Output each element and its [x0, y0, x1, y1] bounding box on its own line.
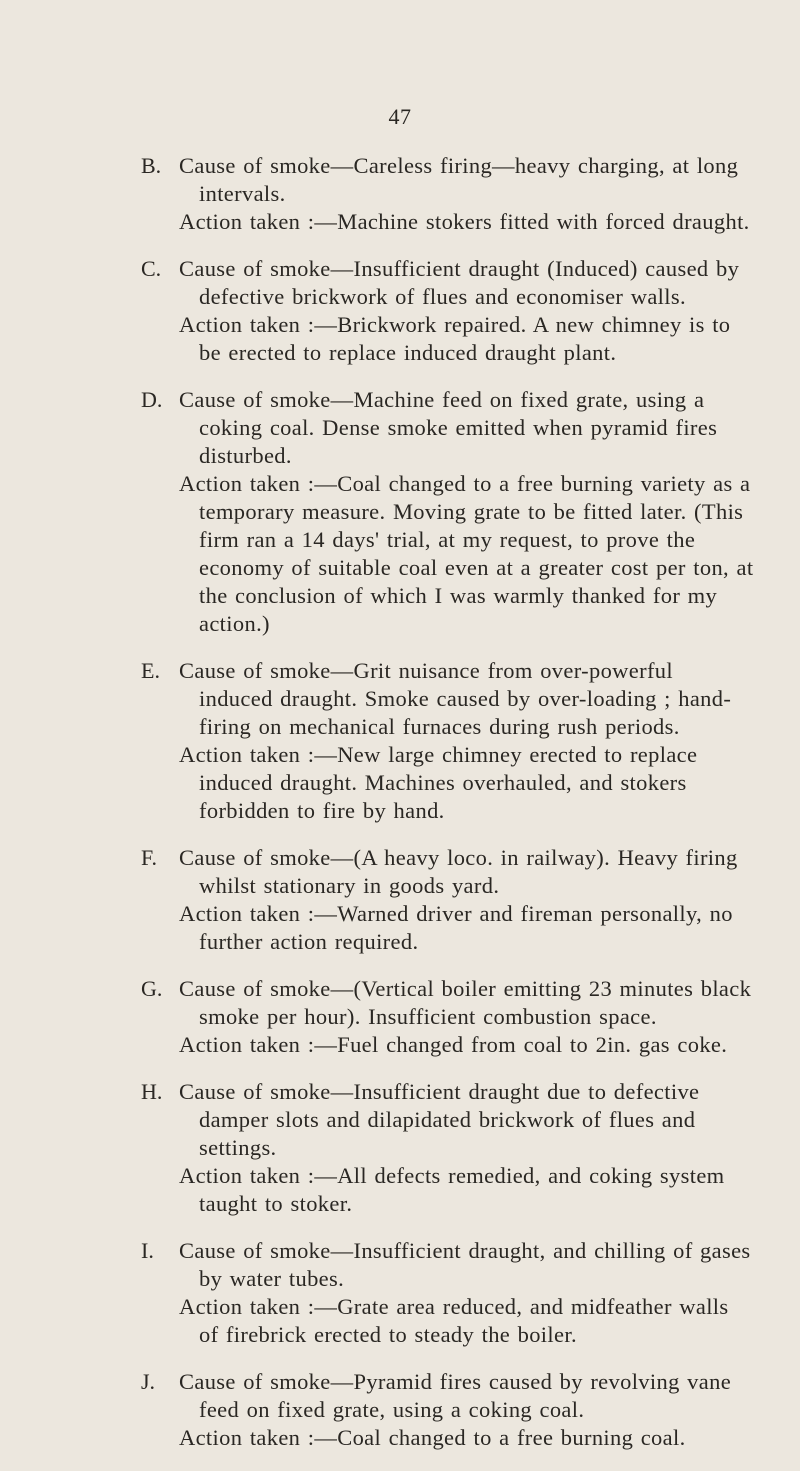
entry-c	[0, 255, 800, 367]
entry-j	[0, 1368, 800, 1452]
page-number: 47	[388, 104, 412, 129]
entry-e	[0, 657, 800, 825]
entry-action: Action taken :—New large chimney erected to replace induced draught. Machines overhauled, and stokers forbidden to fire by hand.	[179, 742, 698, 823]
entry-action: Action taken :—Grate area reduced, and midfeather walls of firebrick erected to steady the boiler.	[179, 1294, 729, 1347]
entry-letter: G.	[141, 976, 163, 1001]
entry-cause: Cause of smoke—Machine feed on fixed grate, using a coking coal. Dense smoke emitted when pyramid fires disturbed.	[179, 387, 718, 468]
entry-b	[0, 152, 800, 236]
entry-cause: Cause of smoke—Grit nuisance from over-powerful induced draught. Smoke caused by over-loading ; hand-firing on mechanical furnaces during rush periods.	[179, 658, 732, 739]
entry-action: Action taken :—Coal changed to a free burning coal.	[179, 1425, 686, 1450]
entry-letter: C.	[141, 256, 162, 281]
entry-letter: B.	[141, 153, 162, 178]
entry-letter: H.	[141, 1079, 163, 1104]
entry-h	[0, 1078, 800, 1218]
entry-action: Action taken :—Machine stokers fitted with forced draught.	[179, 209, 750, 234]
entry-action: Action taken :—Fuel changed from coal to 2in. gas coke.	[179, 1032, 728, 1057]
entry-cause: Cause of smoke—Careless firing—heavy charging, at long intervals.	[179, 153, 739, 206]
entry-letter: J.	[141, 1369, 156, 1394]
entry-letter: F.	[141, 845, 157, 870]
entry-action: Action taken :—Warned driver and fireman personally, no further action required.	[179, 901, 733, 954]
entry-cause: Cause of smoke—Insufficient draught due to defective damper slots and dilapidated brickwork of flues and settings.	[179, 1079, 700, 1160]
entry-cause: Cause of smoke—(A heavy loco. in railway). Heavy firing whilst stationary in goods yard.	[179, 845, 738, 898]
entry-action: Action taken :—Brickwork repaired. A new chimney is to be erected to replace induced draught plant.	[179, 312, 731, 365]
entry-cause: Cause of smoke—Insufficient draught, and chilling of gases by water tubes.	[179, 1238, 751, 1291]
entry-action: Action taken :—All defects remedied, and coking system taught to stoker.	[179, 1163, 725, 1216]
entry-cause: Cause of smoke—Pyramid fires caused by revolving vane feed on fixed grate, using a coking coal.	[179, 1369, 732, 1422]
entry-d	[0, 386, 800, 638]
entry-i	[0, 1237, 800, 1349]
entry-letter: E.	[141, 658, 160, 683]
entry-letter: I.	[141, 1238, 154, 1263]
entry-action: Action taken :—Coal changed to a free burning variety as a temporary measure. Moving grate to be fitted later. (This firm ran a 14 days' trial, at my request, to prove the economy of suitable coal even at a greater cost per ton, at the conclusion of which I was warmly thanked for my action.)	[179, 471, 754, 636]
entry-letter: D.	[141, 387, 163, 412]
entry-cause: Cause of smoke—(Vertical boiler emitting 23 minutes black smoke per hour). Insufficient combustion space.	[179, 976, 752, 1029]
entry-list	[0, 152, 800, 1471]
entry-f	[0, 844, 800, 956]
entry-g	[0, 975, 800, 1059]
entry-cause: Cause of smoke—Insufficient draught (Induced) caused by defective brickwork of flues and economiser walls.	[179, 256, 740, 309]
